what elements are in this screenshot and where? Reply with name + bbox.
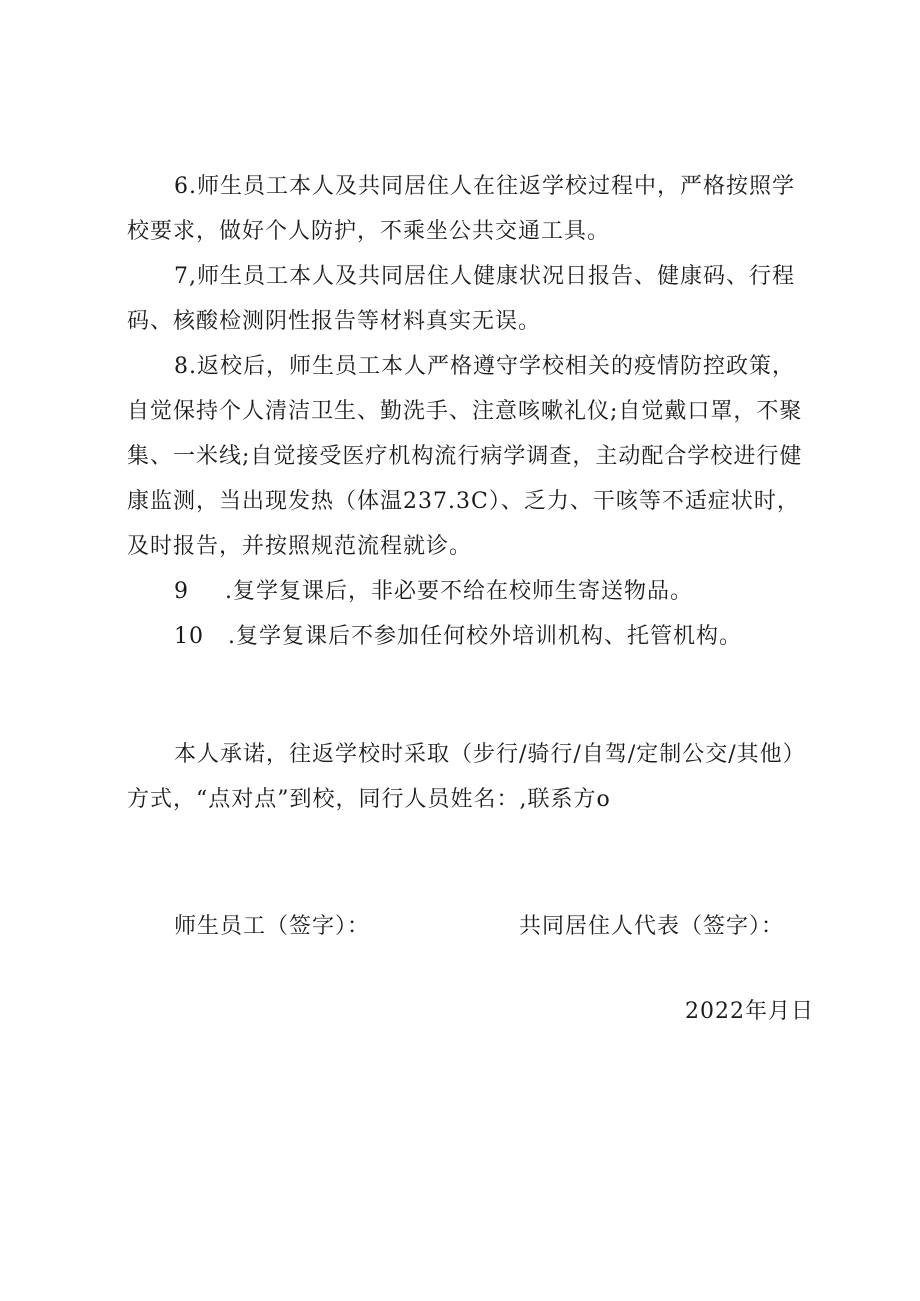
item-7-text-2: 码、核酸检测阴性报告等材料真实无误。	[127, 309, 542, 334]
item-9-number: 9	[174, 579, 189, 604]
signing-date: 2022年月日	[685, 999, 814, 1024]
item-8-number: 8	[174, 354, 189, 379]
item-10-text: .复学复课后不参加任何校外培训机构、托管机构。	[228, 624, 742, 649]
item-8-text-5: 及时报告，并按照规范流程就诊。	[127, 534, 473, 559]
item-8-line-1	[174, 352, 795, 382]
item-7-text-1: ,师生员工本人及共同居住人健康状况日报告、健康码、行程	[189, 264, 795, 289]
item-7-line-1	[174, 262, 795, 292]
item-7-number: 7	[174, 264, 189, 289]
commitment-line-2: 方式，“点对点”到校，同行人员姓名：,联系方o	[127, 787, 611, 812]
item-8-text-2: 自觉保持个人清洁卫生、勤洗手、注意咳嗽礼仪;自觉戴口罩，不聚	[127, 399, 803, 424]
item-6-line-1	[174, 172, 795, 202]
item-6-text-1: .师生员工本人及共同居住人在往返学校过程中，严格按照学	[189, 174, 795, 199]
item-6-text-2: 校要求，做好个人防护，不乘坐公共交通工具。	[127, 219, 611, 244]
staff-signature-label: 师生员工（签字）：	[174, 914, 371, 939]
item-8-text-1: .返校后，师生员工本人严格遵守学校相关的疫情防控政策，	[189, 354, 795, 379]
item-9-line	[174, 577, 693, 607]
item-6-number: 6	[174, 174, 189, 199]
item-8-text-3: 集、一米线;自觉接受医疗机构流行病学调查，主动配合学校进行健	[127, 444, 803, 469]
commitment-line-1: 本人承诺，往返学校时采取（步行/骑行/自驾/定制公交/其他）	[174, 742, 806, 767]
item-8-text-4: 康监测，当出现发热（体温237.3C）、乏力、干咳等不适症状时，	[127, 489, 800, 514]
cohabitant-signature-label: 共同居住人代表（签字）：	[519, 914, 785, 939]
item-10-line	[174, 622, 742, 652]
item-9-text: .复学复课后，非必要不给在校师生寄送物品。	[225, 579, 693, 604]
item-10-number: 10	[174, 624, 204, 649]
